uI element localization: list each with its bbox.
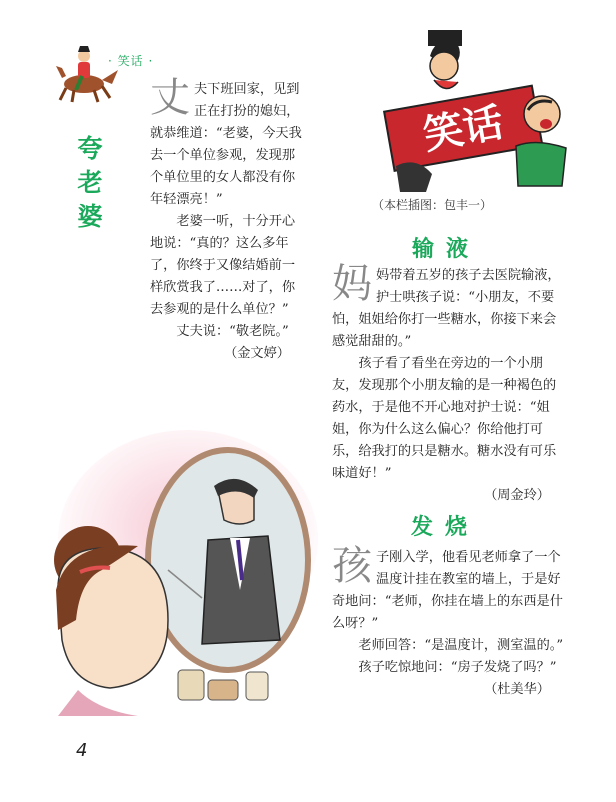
story2-drop-cap: 妈 [332,261,372,307]
horse-rider-logo [52,40,124,106]
page-number: 4 [76,740,88,761]
story2-body [332,261,568,507]
story2-paragraph: 孩子看了看坐在旁边的一个小朋友，发现那个小朋友输的是一种褐色的药水，于是他不开心地对护士说：“姐姐，你为什么这么偏心？你给他打可乐，给我打的只是糖水。糖水没有可乐味道好！” [332,356,557,481]
story1-title-char: 婆 [77,202,103,231]
story2-author: （周金玲） [484,488,550,503]
joke-banner-illustration [376,26,576,196]
story1-author: （金文婷） [224,346,290,361]
story3-title: 发烧 [411,515,480,540]
story1-body [150,75,308,365]
banner-text: 笑话 [419,99,507,159]
story2-title: 输液 [412,237,481,262]
story2-paragraph: 妈带着五岁的孩子去医院输液，护士哄孩子说：“小朋友，不要怕，姐姐给你打一些糖水，你接下来会感觉甜甜的。” [332,268,561,349]
story1-title-char: 老 [77,168,103,197]
story3-paragraph: 老师回答：“是温度计，测室温的。” [358,638,564,653]
section-tag: · 笑话 · [108,54,154,68]
story3-author: （杜美华） [484,682,550,697]
story3-paragraph: 孩子吃惊地问：“房子发烧了吗？” [358,660,557,675]
story3-body [332,543,568,701]
story1-paragraph: 老婆一听，十分开心地说：“真的？这么多年了，你终于又像结婚前一样欣赏我了……对了，你去参观的是什么单位？” [150,214,296,317]
story1-paragraph: 夫下班回家，见到正在打扮的媳妇，就恭维道：“老婆，今天我去一个单位参观，发现那个单位里的女人都没有你年轻漂亮！” [150,82,302,207]
mirror-illustration [18,420,318,720]
column-illustration-credit: （本栏插图：包丰一） [372,198,493,212]
story3-paragraph: 子刚入学，他看见老师拿了一个温度计挂在教室的墙上，于是好奇地问：“老师，你挂在墙上的东西是什么呀？” [332,550,563,631]
story1-title [74,132,106,234]
story1-title-char: 夸 [77,134,103,163]
story1-paragraph: 丈夫说：“敬老院。” [176,324,289,339]
story1-drop-cap: 丈 [150,75,190,121]
story3-drop-cap: 孩 [332,543,372,589]
